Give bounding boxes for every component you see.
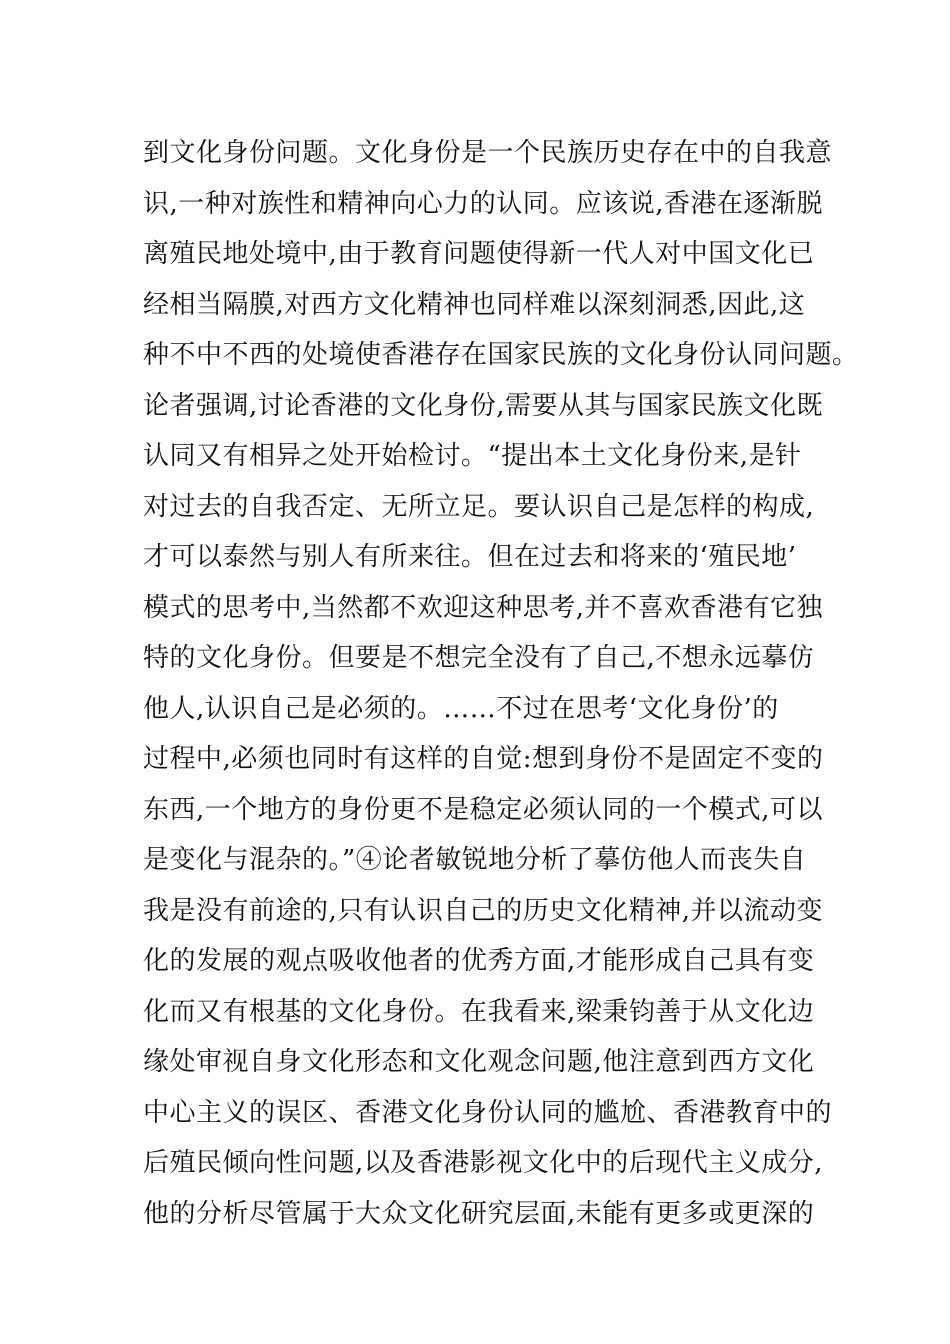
text-line: 对过去的自我否定、无所立足。要认识自己是怎样的构成, <box>143 491 815 522</box>
text-line: 他的分析尽管属于大众文化研究层面,未能有更多或更深的 <box>143 1198 815 1229</box>
text-line: 离殖民地处境中,由于教育问题使得新一代人对中国文化已 <box>143 239 815 269</box>
text-line: 东西,一个地方的身份更不是稳定必须认同的一个模式,可以 <box>143 794 824 825</box>
text-line: 认同又有相异之处开始检讨。“提出本土文化身份来,是针 <box>143 441 802 471</box>
text-line: 我是没有前途的,只有认识自己的历史文化精神,并以流动变 <box>143 895 824 926</box>
text-line: 才可以泰然与别人有所来往。但在过去和将来的‘殖民地’ <box>143 542 797 572</box>
text-line: 后殖民倾向性问题,以及香港影视文化中的后现代主义成分, <box>143 1148 824 1178</box>
text-line: 他人,认识自己是必须的。……不过在思考‘文化身份’的 <box>143 693 779 724</box>
text-line: 是变化与混杂的。”④论者敏锐地分析了摹仿他人而丧失自 <box>143 845 807 875</box>
text-line: 经相当隔膜,对西方文化精神也同样难以深刻洞悉,因此,这 <box>143 289 806 320</box>
text-line: 模式的思考中,当然都不欢迎这种思考,并不喜欢香港有它独 <box>143 592 824 623</box>
text-line: 论者强调,讨论香港的文化身份,需要从其与国家民族文化既 <box>143 390 824 421</box>
text-line: 种不中不西的处境使香港存在国家民族的文化身份认同问题。 <box>143 340 859 370</box>
text-line: 特的文化身份。但要是不想完全没有了自己,不想永远摹仿 <box>143 643 815 673</box>
text-line: 过程中,必须也同时有这样的自觉:想到身份不是固定不变的 <box>143 744 824 774</box>
text-line: 化而又有根基的文化身份。在我看来,梁秉钧善于从文化边 <box>143 996 815 1027</box>
text-line: 识,一种对族性和精神向心力的认同。应该说,香港在逐渐脱 <box>143 188 824 219</box>
body-text <box>143 128 859 1239</box>
text-line: 中心主义的误区、香港文化身份认同的尴尬、香港教育中的 <box>143 1097 833 1128</box>
text-line: 化的发展的观点吸收他者的优秀方面,才能形成自己具有变 <box>143 946 815 976</box>
text-line: 缘处审视自身文化形态和文化观念问题,他注意到西方文化 <box>143 1047 815 1077</box>
text-line: 到文化身份问题。文化身份是一个民族历史存在中的自我意 <box>143 138 833 168</box>
